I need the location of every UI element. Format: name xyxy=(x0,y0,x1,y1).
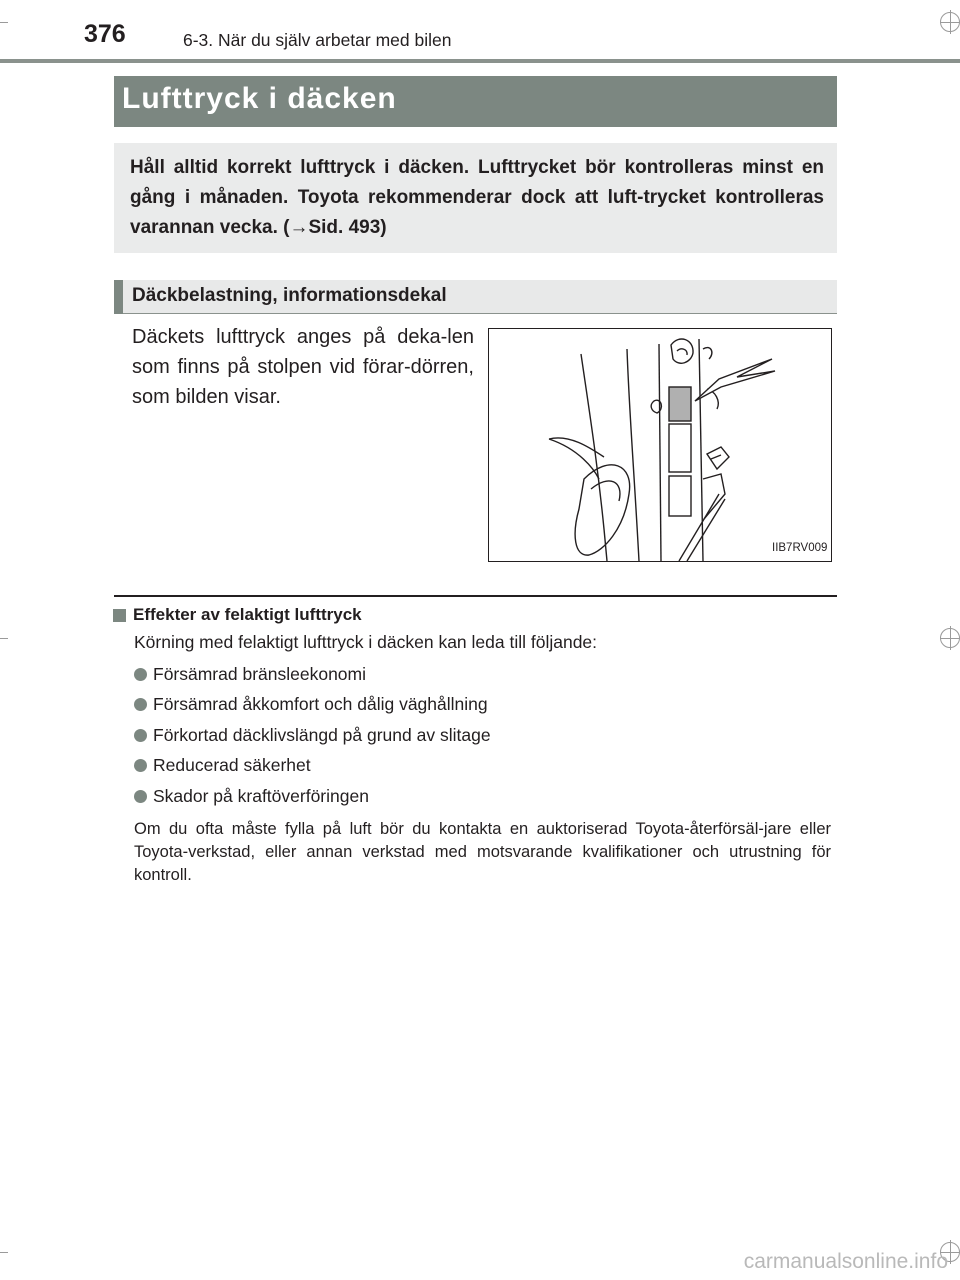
page-number: 376 xyxy=(84,20,126,48)
list-item-text: Förkortad däcklivslängd på grund av slitage xyxy=(153,725,491,745)
registration-mark-icon xyxy=(940,12,960,32)
effects-lead: Körning med felaktigt lufttryck i däcken kan leda till följande: xyxy=(134,632,598,652)
round-bullet-icon xyxy=(134,668,147,681)
list-item xyxy=(134,786,369,807)
round-bullet-icon xyxy=(134,729,147,742)
label-location-text: Däckets lufttryck anges på deka-len som finns på stolpen vid förar-dörren, som bilden visar. xyxy=(132,326,474,408)
page-title: Lufttryck i däcken xyxy=(122,82,397,115)
list-item-text: Reducerad säkerhet xyxy=(153,755,311,775)
figure-code: IIB7RV009 xyxy=(772,542,828,554)
section-rule xyxy=(114,595,837,597)
list-item-text: Skador på kraftöverföringen xyxy=(153,786,369,806)
crop-mark xyxy=(0,22,8,23)
round-bullet-icon xyxy=(134,790,147,803)
header-rule xyxy=(0,59,960,63)
watermark: carmanualsonline.info xyxy=(743,1250,948,1273)
list-item-text: Försämrad bränsleekonomi xyxy=(153,664,367,684)
door-pillar-drawing xyxy=(489,329,831,561)
square-bullet-icon xyxy=(113,609,126,622)
door-pillar-illustration xyxy=(488,328,832,562)
list-item xyxy=(134,664,366,685)
round-bullet-icon xyxy=(134,759,147,772)
subsection-title: Däckbelastning, informationsdekal xyxy=(132,285,447,306)
crop-mark xyxy=(0,638,8,639)
list-item-text: Försämrad åkkomfort och dålig väghållning xyxy=(153,694,488,714)
effects-closing-text: Om du ofta måste fylla på luft bör du kontakta en auktoriserad Toyota-återförsäl-jare eller Toyota-verkstad, eller annan verkstad med motsvarande kvalifikationer och utrustning för kontroll. xyxy=(134,820,831,884)
list-item xyxy=(134,694,488,715)
round-bullet-icon xyxy=(134,698,147,711)
list-item xyxy=(134,725,491,746)
effects-heading xyxy=(113,605,362,625)
list-item xyxy=(134,755,311,776)
effects-heading-text: Effekter av felaktigt lufttryck xyxy=(133,605,362,624)
crop-mark xyxy=(0,1252,8,1253)
intro-text: Håll alltid korrekt lufttryck i däcken. Lufttrycket bör kontrolleras minst en gång i månaden. Toyota rekommenderar dock att luft-trycket kontrolleras varannan vecka. (→Sid. 493) xyxy=(130,157,824,238)
subsection-marker xyxy=(114,280,123,314)
chapter-heading: 6-3. När du själv arbetar med bilen xyxy=(183,30,452,50)
registration-mark-icon xyxy=(940,628,960,648)
